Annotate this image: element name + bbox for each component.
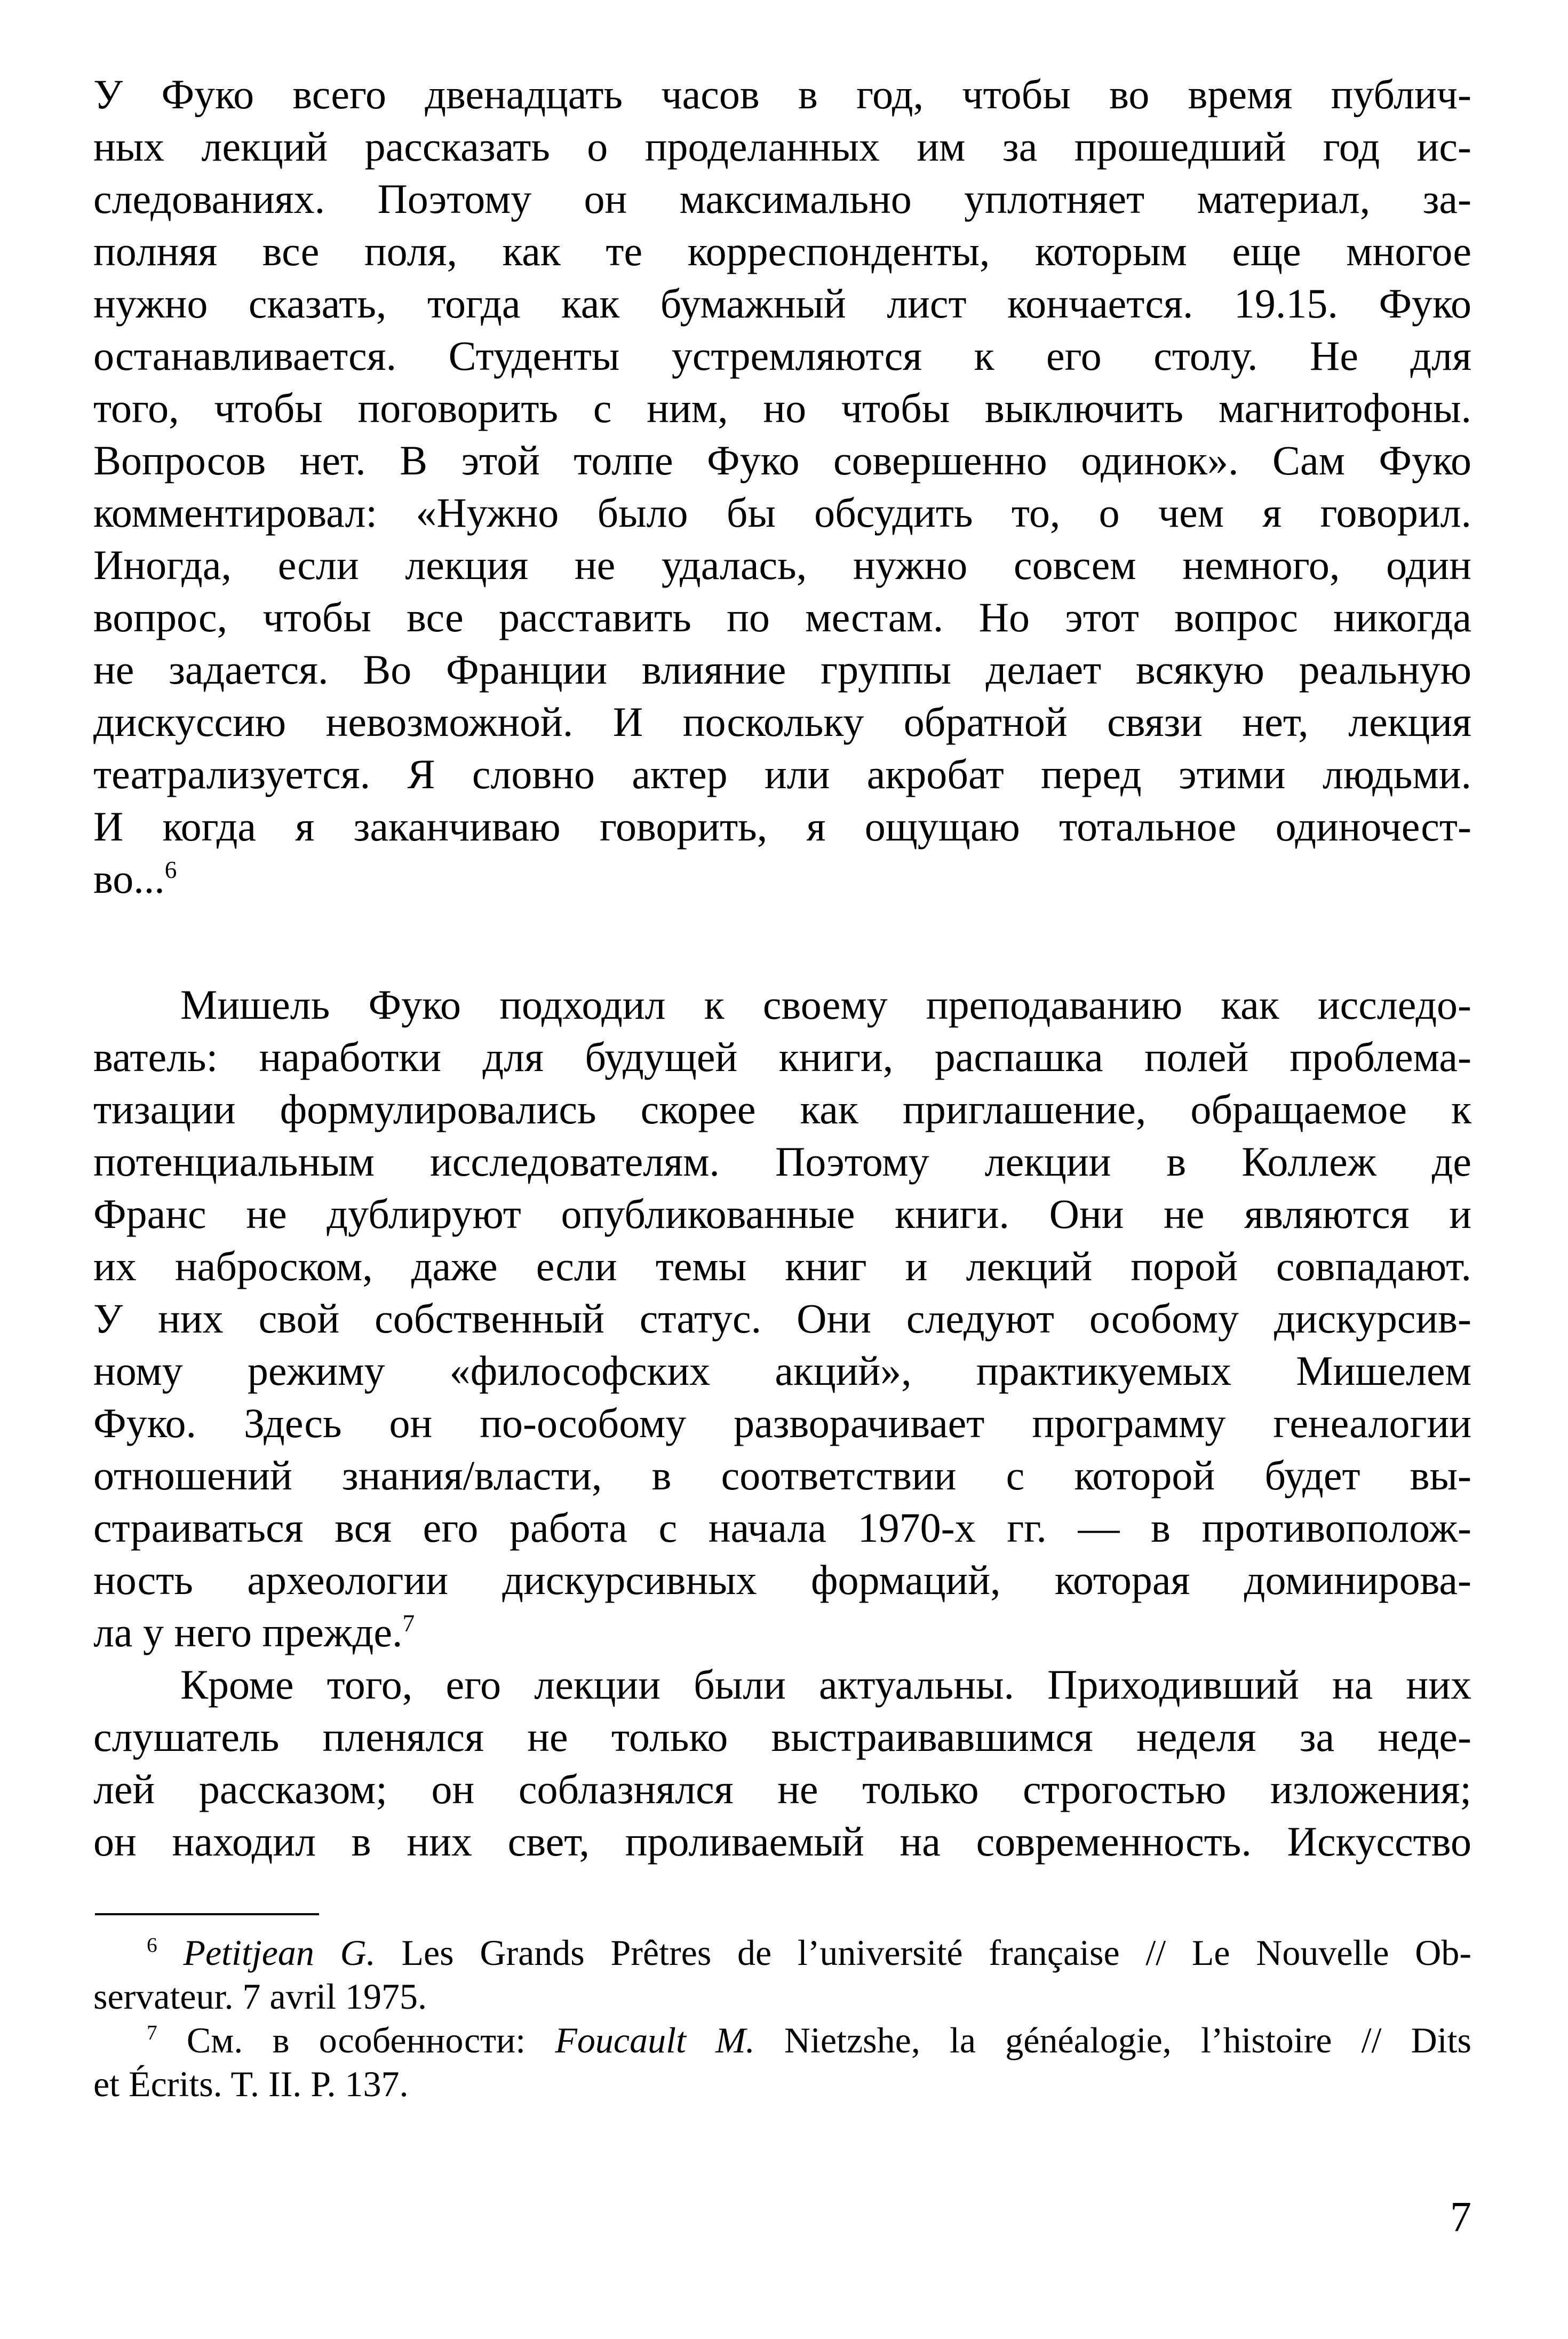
footnotes — [93, 1931, 1471, 2112]
text-line: нужно сказать, тогда как бумажный лист кончается. 19.15. Фуко — [93, 280, 1471, 327]
text-line: следованиях. Поэтому он максимально уплотняет материал, за- — [93, 176, 1471, 222]
footnote-7-title: Nietzshe, la généalogie, l’histoire // Dits — [784, 2020, 1471, 2060]
text-line: У них свой собственный статус. Они следуют особому дискурсив- — [93, 1295, 1471, 1342]
text-line: Иногда, если лекция не удалась, нужно совсем немного, один — [93, 542, 1471, 588]
text-line: останавливается. Студенты устремляются к его столу. Не для — [93, 332, 1471, 379]
body-text — [93, 68, 1471, 1872]
text-line: комментировал: «Нужно было бы обсудить то, о чем я говорил. — [93, 489, 1471, 536]
text-line: И когда я заканчиваю говорить, я ощущаю тотальное одиночест- — [93, 803, 1471, 850]
footnote-separator — [95, 1913, 319, 1915]
footnote-7-prefix: См. в особенности: — [186, 2020, 526, 2060]
text-line: не задается. Во Франции влияние группы делает всякую реальную — [93, 646, 1471, 693]
text-line: потенциальным исследователям. Поэтому лекции в Коллеж де — [93, 1138, 1471, 1185]
text-line: ных лекций рассказать о проделанных им за прошедший год ис- — [93, 123, 1471, 170]
text-line: Вопросов нет. В этой толпе Фуко совершенно одинок». Сам Фуко — [93, 437, 1471, 483]
footnote-7-author: Foucault M. — [555, 2020, 755, 2060]
text-line: вопрос, чтобы все расставить по местам. Но этот вопрос никогда — [93, 594, 1471, 640]
text-line: отношений знания/власти, в соответствии с которой будет вы- — [93, 1452, 1471, 1498]
footnote-7-line-2: et Écrits. T. II. P. 137. — [93, 2064, 409, 2104]
text-line — [93, 853, 1471, 905]
footnote-6-line-1 — [147, 1931, 1471, 1975]
text-line: ватель: наработки для будущей книги, распашка полей проблема- — [93, 1034, 1471, 1080]
footnote-6-mark: 6 — [147, 1933, 157, 1957]
text-line: Франс не дублируют опубликованные книги. Они не являются и — [93, 1191, 1471, 1237]
text-line: лей рассказом; он соблазнялся не только строгостью изложения; — [93, 1766, 1471, 1812]
text-line-end: во... — [93, 855, 165, 902]
text-line: того, чтобы поговорить с ним, но чтобы выключить магнитофоны. — [93, 385, 1471, 431]
text-line: Фуко. Здесь он по-особому разворачивает программу генеалогии — [93, 1400, 1471, 1446]
footnote-7-mark: 7 — [147, 2020, 157, 2044]
text-line: ному режиму «философских акций», практикуемых Мишелем — [93, 1347, 1471, 1394]
text-line: Мишель Фуко подходил к своему преподаванию как исследо- — [180, 981, 1471, 1028]
text-line: У Фуко всего двенадцать часов в год, чтобы во время публич- — [93, 71, 1471, 117]
footnote-6-line-2: servateur. 7 avril 1975. — [93, 1976, 427, 2017]
footnote-reference: 7 — [402, 1609, 415, 1637]
text-line: он находил в них свет, проливаемый на современность. Искусство — [93, 1818, 1471, 1865]
text-line: слушатель пленялся не только выстраивавшимся неделя за неде- — [93, 1714, 1471, 1760]
text-line: театрализуется. Я словно актер или акробат перед этими людьми. — [93, 751, 1471, 797]
text-line: ность археологии дискурсивных формаций, которая доминирова- — [93, 1557, 1471, 1603]
text-line: их наброском, даже если темы книг и лекций порой совпадают. — [93, 1243, 1471, 1289]
text-line: Кроме того, его лекции были актуальны. Приходивший на них — [180, 1661, 1471, 1708]
text-line: дискуссию невозможной. И поскольку обратной связи нет, лекция — [93, 699, 1471, 745]
text-line-end: ла у него прежде. — [93, 1609, 403, 1655]
page-number: 7 — [1450, 2194, 1471, 2241]
footnote-6-author: Petitjean G. — [183, 1932, 376, 1973]
text-line — [93, 1606, 1471, 1659]
footnote-7-line-1 — [147, 2018, 1471, 2062]
footnote-6-title: Les Grands Prêtres de l’université française // Le Nouvelle Ob- — [401, 1932, 1471, 1973]
text-line: страиваться вся его работа с начала 1970-х гг. — в противополож- — [93, 1504, 1471, 1551]
text-line: тизации формулировались скорее как приглашение, обращаемое к — [93, 1086, 1471, 1132]
text-line: полняя все поля, как те корреспонденты, которым еще многое — [93, 228, 1471, 274]
footnote-reference: 6 — [164, 856, 177, 883]
